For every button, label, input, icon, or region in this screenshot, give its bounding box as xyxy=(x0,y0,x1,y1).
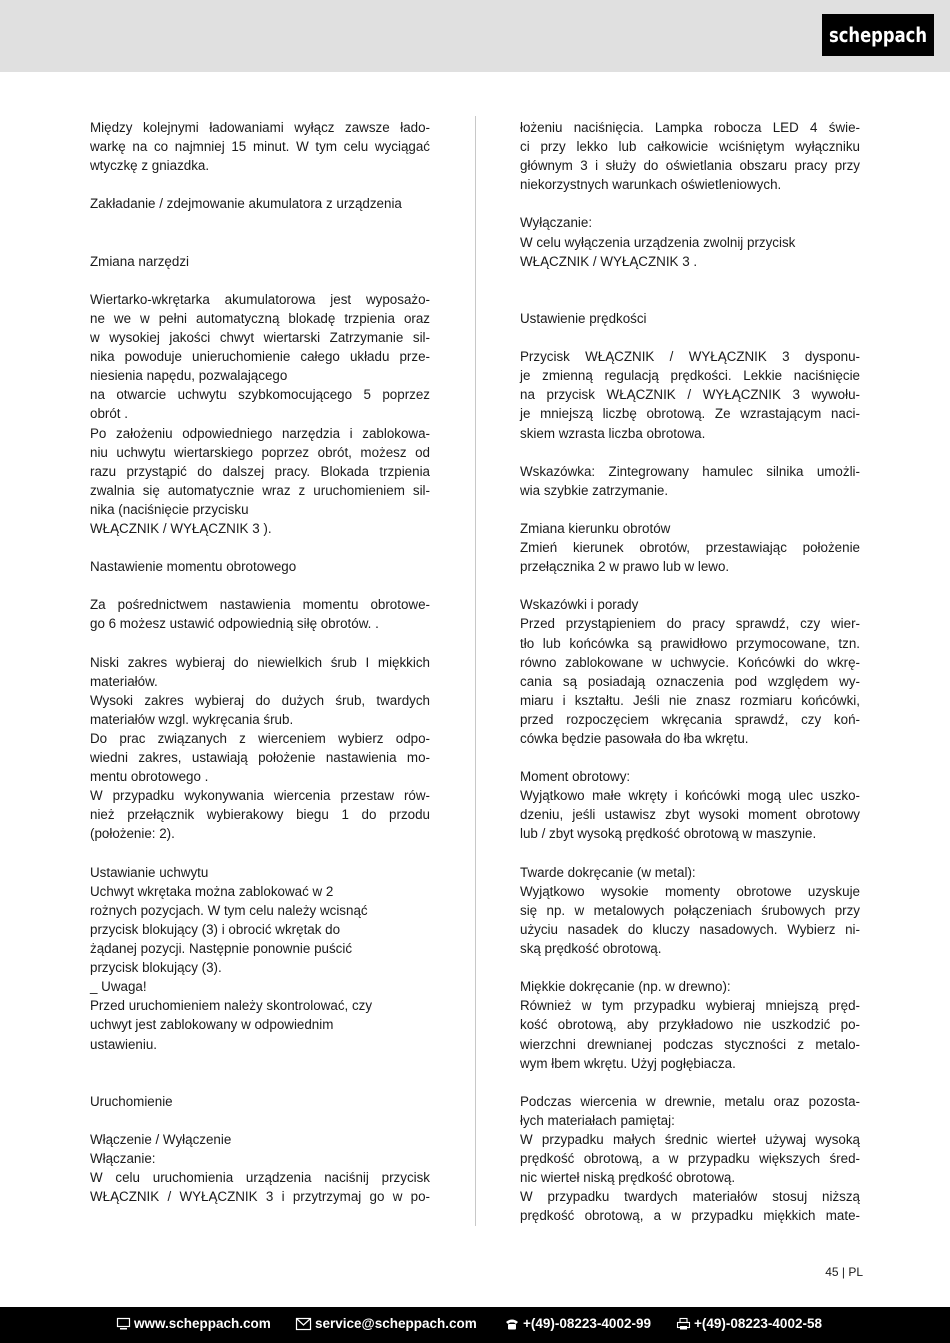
text-line: ską prędkość obrotową. xyxy=(520,941,662,957)
paragraph-spacer xyxy=(90,538,430,557)
paragraph xyxy=(520,767,860,843)
text-line: łożeniu naciśnięcia. Lampka robocza LED 4 świe- xyxy=(520,120,860,135)
text-line: wierzchni drewnianej podczas styczności z metalo- xyxy=(520,1036,860,1052)
column-divider xyxy=(475,116,476,1226)
text-line: Nastawienie momentu obrotowego xyxy=(90,559,297,575)
paragraph xyxy=(90,863,430,1054)
text-line: razu przystąpić do dalszej pracy. Blokada trzpienia xyxy=(90,463,430,479)
text-line: Miękkie dokręcanie (np. w drewno): xyxy=(520,979,731,995)
paragraph xyxy=(520,309,860,328)
text-line: materiałów wzgl. wykręcania śrub. xyxy=(90,711,294,727)
text-line: obrót . xyxy=(90,406,128,422)
footer-phone-text: +(49)-08223-4002-99 xyxy=(523,1316,651,1331)
footer-email-text: service@scheppach.com xyxy=(315,1316,477,1331)
text-line: Uruchomienie xyxy=(90,1093,173,1109)
text-line: Ustawienie prędkości xyxy=(520,310,647,326)
paragraph-spacer xyxy=(90,213,430,251)
text-line: ne we w pełni automatyczną blokadę trzpienia oraz xyxy=(90,310,430,326)
text-line: Przed uruchomieniem należy skontrolować, czy xyxy=(90,998,373,1014)
paragraph xyxy=(90,557,430,576)
text-line: warkę na co najmniej 15 minut. W tym celu wyciągać xyxy=(90,139,430,155)
text-line: wtyczkę z gniazdka. xyxy=(90,158,210,174)
text-line: je zmienną regulacją prędkości. Lekkie naciśnięcie xyxy=(520,368,860,384)
page-footer xyxy=(0,1307,950,1343)
text-line: kość obrotową, aby przykładowo nie uszkodzić po- xyxy=(520,1017,860,1033)
paragraph-spacer xyxy=(520,748,860,767)
text-line: Zmiana kierunku obrotów xyxy=(520,520,671,536)
text-line: lub / zbyt wysoką prędkość obrotową w maszynie. xyxy=(520,826,817,842)
text-line: rożnych pozycjach. W tym celu należy wcisnąć xyxy=(90,902,368,918)
text-line: żądanej pozycji. Następnie ponownie puścić xyxy=(90,941,353,957)
text-line: materiałów. xyxy=(90,673,158,689)
text-line: Zmień kierunek obrotów, przestawiając położenie xyxy=(520,540,860,556)
text-line: przycisk blokujący (3) i obrocić wkrętak do xyxy=(90,921,341,937)
footer-fax[interactable] xyxy=(677,1316,822,1331)
text-line: Również w tym przypadku wybieraj mniejszą pręd- xyxy=(520,998,860,1014)
paragraph-spacer xyxy=(90,576,430,595)
page-number: 45 | PL xyxy=(825,1265,863,1279)
text-line: wia szybkie zatrzymanie. xyxy=(520,482,669,498)
mail-icon xyxy=(296,1318,311,1330)
text-line: zwalnia się automatycznie wraz z uruchomieniem sil- xyxy=(90,482,430,498)
text-line: nic wierteł niską prędkość obrotową. xyxy=(520,1170,736,1186)
paragraph xyxy=(90,252,430,271)
text-line: Wyjątkowo małe wkręty i końcówki mogą ulec uszko- xyxy=(520,788,860,804)
text-line: cówka będzie pasowała do łba wkrętu. xyxy=(520,731,749,746)
text-line: Wyłączanie: xyxy=(520,215,593,231)
text-line: niekorzystnych warunkach oświetleniowych. xyxy=(520,177,782,193)
text-line: WŁĄCZNIK / WYŁĄCZNIK 3 i przytrzymaj go w po- xyxy=(90,1189,430,1205)
text-line: Zmiana narzędzi xyxy=(90,253,189,269)
text-line: Wskazówka: Zintegrowany hamulec silnika umożli- xyxy=(520,463,860,479)
monitor-icon xyxy=(117,1318,130,1330)
text-line: (położenie: 2). xyxy=(90,826,175,842)
fax-icon xyxy=(677,1318,690,1330)
paragraph xyxy=(520,462,860,500)
paragraph xyxy=(90,194,430,213)
paragraph xyxy=(520,347,860,442)
text-line: w wysokiej jakości chwyt wiertarski Zatrzymanie sil- xyxy=(90,330,430,346)
text-line: użyciu nasadek do kluczy nasadowych. Wybierz ni- xyxy=(520,921,860,937)
text-line: W przypadku wykonywania wiercenia przestaw rów- xyxy=(90,788,430,804)
text-line: tło lub końcówka są prawidłowo przymocowane, tzn. xyxy=(520,635,860,651)
footer-website[interactable] xyxy=(117,1316,271,1331)
text-line: uchwyt jest zablokowany w odpowiednim xyxy=(90,1017,334,1033)
text-line: dzeniu, jeśli ustawisz zbyt wysoki moment obrotowy xyxy=(520,807,860,823)
paragraph xyxy=(90,595,430,633)
text-line: się np. w metalowych połączeniach śrubowych przy xyxy=(520,902,860,918)
text-line: wiedni zakres, ustawiają położenie nastawienia mo- xyxy=(90,750,430,766)
text-line: Za pośrednictwem nastawienia momentu obrotowe- xyxy=(90,597,430,613)
text-line: Wyjątkowo wysokie momenty obrotowe uzyskuje xyxy=(520,883,860,899)
paragraph xyxy=(90,1092,430,1111)
paragraph-spacer xyxy=(90,175,430,194)
footer-email[interactable] xyxy=(296,1316,477,1331)
paragraph xyxy=(520,1092,860,1226)
text-line: prędkość obrotową, a w przypadku miękkich mate- xyxy=(520,1208,860,1224)
text-line: równo zablokowane w uchwycie. Końcówki do wkrę- xyxy=(520,654,860,670)
text-line: Do prac związanych z wierceniem wybierz odpo- xyxy=(90,731,430,746)
paragraph-spacer xyxy=(520,443,860,462)
text-line: WŁĄCZNIK / WYŁĄCZNIK 3 . xyxy=(520,253,698,269)
paragraph-spacer xyxy=(90,844,430,863)
text-line: Przed przystąpieniem do pracy sprawdź, czy wier- xyxy=(520,616,860,632)
text-line: Przycisk WŁĄCZNIK / WYŁĄCZNIK 3 dysponu- xyxy=(520,349,860,365)
text-line: Zakładanie / zdejmowanie akumulatora z urządzenia xyxy=(90,196,402,212)
text-line: _ Uwaga! xyxy=(90,979,147,995)
text-line: Podczas wiercenia w drewnie, metalu oraz pozosta- xyxy=(520,1093,860,1109)
footer-website-text: www.scheppach.com xyxy=(134,1316,271,1331)
text-line: głównym 3 i służy do oświetlania obszaru pracy przy xyxy=(520,158,860,174)
text-line: przed rozpoczęciem wkręcania sprawdź, czy koń- xyxy=(520,711,860,727)
text-line: niesienia napędu, pozwalającego xyxy=(90,368,288,384)
paragraph-spacer xyxy=(520,576,860,595)
paragraph xyxy=(90,653,430,844)
paragraph xyxy=(520,519,860,576)
paragraph xyxy=(520,595,860,748)
text-line: WŁĄCZNIK / WYŁĄCZNIK 3 ). xyxy=(90,520,272,536)
text-line: W celu uruchomienia urządzenia naciśnij przycisk xyxy=(90,1170,430,1186)
paragraph-spacer xyxy=(520,844,860,863)
paragraph-spacer xyxy=(520,500,860,519)
text-line: przełącznika 2 w prawo lub w lewo. xyxy=(520,559,730,575)
logo-text: scheppach xyxy=(829,23,927,47)
text-line: Między kolejnymi ładowaniami wyłącz zawsze łado- xyxy=(90,120,430,135)
text-line: Włączanie: xyxy=(90,1151,156,1167)
text-line: na przycisk WŁĄCZNIK / WYŁĄCZNIK 3 wywołu- xyxy=(520,387,860,403)
text-line: nika powoduje unieruchomienie całego układu prze- xyxy=(90,349,430,365)
paragraph-spacer xyxy=(90,271,430,290)
paragraph xyxy=(90,290,430,538)
text-line: Ustawianie uchwytu xyxy=(90,864,209,880)
text-line: nież przełącznik wybierakowy biegu 1 do przodu xyxy=(90,807,430,823)
paragraph-spacer xyxy=(520,328,860,347)
paragraph xyxy=(520,118,860,194)
paragraph-spacer xyxy=(520,958,860,977)
footer-fax-text: +(49)-08223-4002-58 xyxy=(694,1316,822,1331)
text-line: Uchwyt wkrętaka można zablokować w 2 xyxy=(90,883,334,899)
text-line: Włączenie / Wyłączenie xyxy=(90,1131,232,1147)
paragraph-spacer xyxy=(90,1054,430,1092)
text-line: przycisk blokujący (3). xyxy=(90,960,222,976)
text-line: Wiertarko-wkrętarka akumulatorowa jest wyposażo- xyxy=(90,291,430,307)
text-line: Wskazówki i porady xyxy=(520,597,639,613)
text-line: Twarde dokręcanie (w metal): xyxy=(520,864,696,880)
text-line: W przypadku twardych materiałów stosuj niższą xyxy=(520,1189,860,1205)
text-line: W celu wyłączenia urządzenia zwolnij przycisk xyxy=(520,234,796,250)
paragraph-spacer xyxy=(520,271,860,309)
text-line: Niski zakres wybieraj do niewielkich śrub I miękkich xyxy=(90,654,430,670)
left-column xyxy=(90,118,430,1206)
text-line: W przypadku małych średnic wierteł używaj wysoką xyxy=(520,1131,860,1147)
text-line: cania są posiadają oznaczenia pod względem wy- xyxy=(520,673,860,689)
paragraph-spacer xyxy=(90,634,430,653)
paragraph xyxy=(90,118,430,175)
paragraph xyxy=(90,1130,430,1206)
paragraph-spacer xyxy=(520,194,860,213)
text-line: łych materiałach pamiętaj: xyxy=(520,1112,675,1128)
text-line: niu uchwytu wiertarskiego poprzez obrót, możesz od xyxy=(90,444,430,460)
text-line: Po założeniu odpowiedniego narzędzia i zablokowa- xyxy=(90,425,430,441)
paragraph xyxy=(520,863,860,958)
text-line: Wysoki zakres wybieraj do dużych śrub, twardych xyxy=(90,692,430,708)
scheppach-logo xyxy=(822,14,934,56)
text-line: nika (naciśnięcie przycisku xyxy=(90,501,249,517)
text-line: ci przy lekko lub całkowicie wciśniętym wyłączniku xyxy=(520,139,860,155)
paragraph xyxy=(520,213,860,270)
paragraph xyxy=(520,977,860,1072)
footer-phone[interactable] xyxy=(505,1316,651,1331)
text-line: wym łbem wkrętu. Użyj pogłębiacza. xyxy=(520,1055,736,1071)
text-line: go 6 możesz ustawić odpowiednią siłę obrotów. . xyxy=(90,616,379,632)
right-column xyxy=(520,118,860,1225)
text-line: Moment obrotowy: xyxy=(520,769,631,785)
text-line: mentu obrotowego . xyxy=(90,769,209,785)
text-line: ustawieniu. xyxy=(90,1036,157,1052)
text-line: na otwarcie uchwytu szybkomocującego 5 poprzez xyxy=(90,387,430,403)
paragraph-spacer xyxy=(520,1073,860,1092)
text-line: je mniejszą liczbę obrotową. Ze wzrastającym naci- xyxy=(520,406,860,422)
text-line: prędkość obrotową, a w przypadku większych śred- xyxy=(520,1151,860,1167)
page-header xyxy=(0,0,950,72)
phone-icon xyxy=(505,1318,519,1330)
text-line: skiem wzrasta liczba obrotowa. xyxy=(520,425,706,441)
paragraph-spacer xyxy=(90,1111,430,1130)
text-line: miaru i kształtu. Jeśli nie znasz rozmiaru końcówki, xyxy=(520,692,860,708)
